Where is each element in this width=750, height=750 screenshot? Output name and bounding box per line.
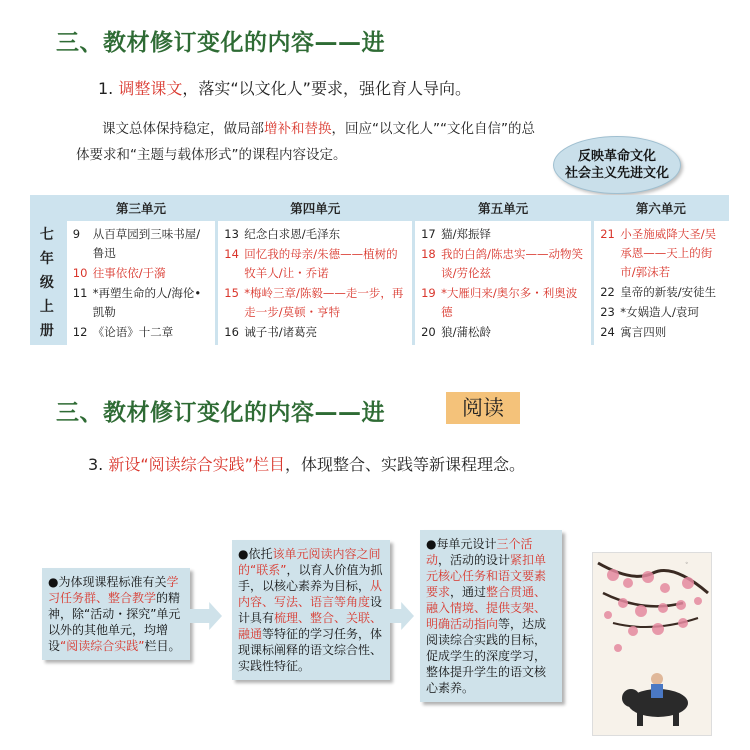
- lesson-item: [224, 284, 408, 322]
- painting-image: [592, 552, 712, 736]
- unit-6-column: [593, 221, 729, 345]
- header-unit-5: 第五单元: [414, 195, 593, 221]
- subheading-1-highlight: 调整课文: [118, 79, 183, 98]
- lesson-title: 小圣施威降大圣/吴承恩——天上的街市/郭沫若: [620, 227, 717, 279]
- box-text: ，通过: [450, 585, 487, 599]
- grade-header-blank: [30, 195, 65, 221]
- box-text: 等特征的学习任务，体现课标阐释的语文综合性、实践性特征。: [238, 627, 383, 673]
- lesson-item: [600, 225, 725, 282]
- subheading-1: [98, 76, 471, 99]
- box-text: ●每单元设计: [426, 537, 497, 551]
- section1-title: 三、教材修订变化的内容——进: [56, 30, 385, 56]
- subheading-3-rest: ，体现整合、实践等新课程理念。: [284, 455, 525, 474]
- lesson-item: [421, 284, 587, 322]
- box-text: 的精神，除“活动・探究”单元以外的其他单元，均增设: [48, 591, 181, 653]
- lesson-title: 皇帝的新装/安徒生: [620, 285, 717, 299]
- subheading-1-rest: ，落实“以文化人”要求，强化育人导向。: [182, 79, 471, 98]
- box-text: ●依托: [238, 547, 273, 561]
- lesson-item: [421, 225, 587, 244]
- lesson-title: *大雁归来/奥尔多・利奥波德: [441, 286, 578, 319]
- lesson-item: [600, 323, 725, 342]
- lesson-number: 23: [600, 305, 615, 319]
- box-text: 等，达成阅读综合实践的目标，促成学生的深度学习，整体提升学生的语文核心素养。: [426, 617, 547, 695]
- badge-line: 反映革命文化: [577, 149, 656, 164]
- lesson-item: [73, 323, 212, 342]
- table-body-row: [30, 221, 729, 345]
- lesson-title: 《论语》十二章: [92, 325, 174, 339]
- header-unit-3: 第三单元: [65, 195, 217, 221]
- box-text: ，活动的设计: [438, 553, 511, 567]
- box-highlight-text: 该单元阅读内容之间的“联系”: [238, 547, 381, 577]
- lesson-number: 20: [421, 325, 436, 339]
- lesson-item: [73, 284, 212, 322]
- box-highlight-text: 整合贯通、融入情境、提供支架、明确活动指向: [426, 585, 547, 631]
- lesson-item: [600, 303, 725, 322]
- lesson-item: [73, 225, 212, 263]
- lesson-number: 10: [72, 266, 88, 280]
- lesson-title: *女娲造人/袁珂: [620, 305, 699, 319]
- lesson-title: 回忆我的母亲/朱德——植树的牧羊人/让・乔诺: [244, 247, 398, 280]
- lesson-number: 22: [600, 285, 615, 299]
- box-highlight-text: 三个活动: [426, 537, 533, 567]
- lesson-number: 14: [224, 247, 239, 261]
- lesson-item: [224, 225, 408, 244]
- lesson-item: [600, 283, 725, 302]
- grade-label: [30, 221, 65, 345]
- box-highlight-text: “阅读综合实践”: [60, 639, 145, 653]
- paragraph-line-1: [102, 116, 535, 142]
- lesson-title: 我的白鸽/陈忠实——动物笑谈/劳伦兹: [441, 247, 583, 280]
- units-table-wrapper: [30, 195, 729, 345]
- lesson-title: 寓言四则: [620, 325, 667, 339]
- unit-4-column: [217, 221, 414, 345]
- lesson-title: 往事依依/于漪: [92, 266, 166, 280]
- badge-line: 社会主义先进文化: [564, 166, 669, 181]
- header-unit-4: 第四单元: [217, 195, 414, 221]
- table-header-row: [30, 195, 729, 221]
- theme-badge: [553, 136, 681, 194]
- lesson-number: 9: [72, 227, 81, 241]
- lesson-number: 12: [72, 325, 88, 339]
- lesson-number: 17: [421, 227, 436, 241]
- lesson-title: 狼/蒲松龄: [441, 325, 491, 339]
- lesson-title: 猫/郑振铎: [441, 227, 491, 241]
- subheading-1-number: 1.: [98, 79, 114, 98]
- paragraph-line-2: 体要求和“主题与载体形式”的课程内容设定。: [76, 147, 347, 163]
- section2-title: 三、教材修订变化的内容——进: [56, 400, 385, 426]
- box-highlight-text: 紧扣单元核心任务和语文要素要求: [426, 553, 547, 599]
- grade-label-text: 七年级上册: [39, 227, 54, 339]
- info-box-2: [232, 540, 390, 680]
- paragraph-highlight: 增补和替换: [264, 121, 332, 137]
- lesson-title: *再塑生命的人/海伦•凯勒: [92, 286, 202, 319]
- lesson-number: 21: [600, 227, 615, 241]
- box-highlight-text: 从内容、写法、语言等角度: [238, 579, 383, 609]
- lesson-item: [421, 323, 587, 342]
- info-box-3: [420, 530, 562, 702]
- lesson-number: 16: [224, 325, 239, 339]
- lesson-title: *梅岭三章/陈毅——走一步，再走一步/莫顿・亨特: [244, 286, 404, 319]
- lesson-title: 从百草园到三味书屋/鲁迅: [92, 227, 201, 260]
- lesson-title: 诫子书/诸葛亮: [244, 325, 318, 339]
- unit-5-column: [414, 221, 593, 345]
- right-arrow-icon: [190, 602, 222, 630]
- box-text: 设计具有: [238, 595, 383, 625]
- subheading-3-highlight: 新设“阅读综合实践”栏目: [108, 455, 285, 474]
- paragraph-text: 课文总体保持稳定，做局部: [102, 121, 264, 137]
- lesson-number: 18: [421, 247, 436, 261]
- units-table: [30, 195, 729, 345]
- box-highlight-text: 学习任务群、整合教学: [48, 575, 179, 605]
- lesson-item: [224, 245, 408, 283]
- lesson-item: [73, 264, 212, 283]
- box-text: ，以育人价值为抓手，以核心素养为目标，: [238, 563, 383, 593]
- box-highlight-text: 梳理、整合、关联、融通: [238, 611, 383, 641]
- lesson-item: [421, 245, 587, 283]
- lesson-number: 11: [72, 286, 88, 300]
- paragraph-text: ，回应“以文化人”“文化自信”的总: [331, 121, 535, 137]
- lesson-number: 13: [224, 227, 239, 241]
- reading-badge: 阅读: [446, 392, 520, 424]
- lesson-number: 19: [421, 286, 436, 300]
- lesson-number: 24: [600, 325, 615, 339]
- lesson-number: 15: [224, 286, 239, 300]
- unit-3-column: [65, 221, 217, 345]
- svg-text:◦: ◦: [685, 560, 689, 567]
- box-text: ●为体现课程标准有关: [48, 575, 167, 589]
- box-text: 栏目。: [144, 639, 181, 653]
- lesson-title: 纪念白求恩/毛泽东: [244, 227, 341, 241]
- info-box-1: [42, 568, 190, 660]
- subheading-3: [88, 452, 525, 475]
- subheading-3-number: 3.: [88, 455, 104, 474]
- lesson-item: [224, 323, 408, 342]
- painting-svg: [593, 553, 711, 735]
- header-unit-6: 第六单元: [593, 195, 729, 221]
